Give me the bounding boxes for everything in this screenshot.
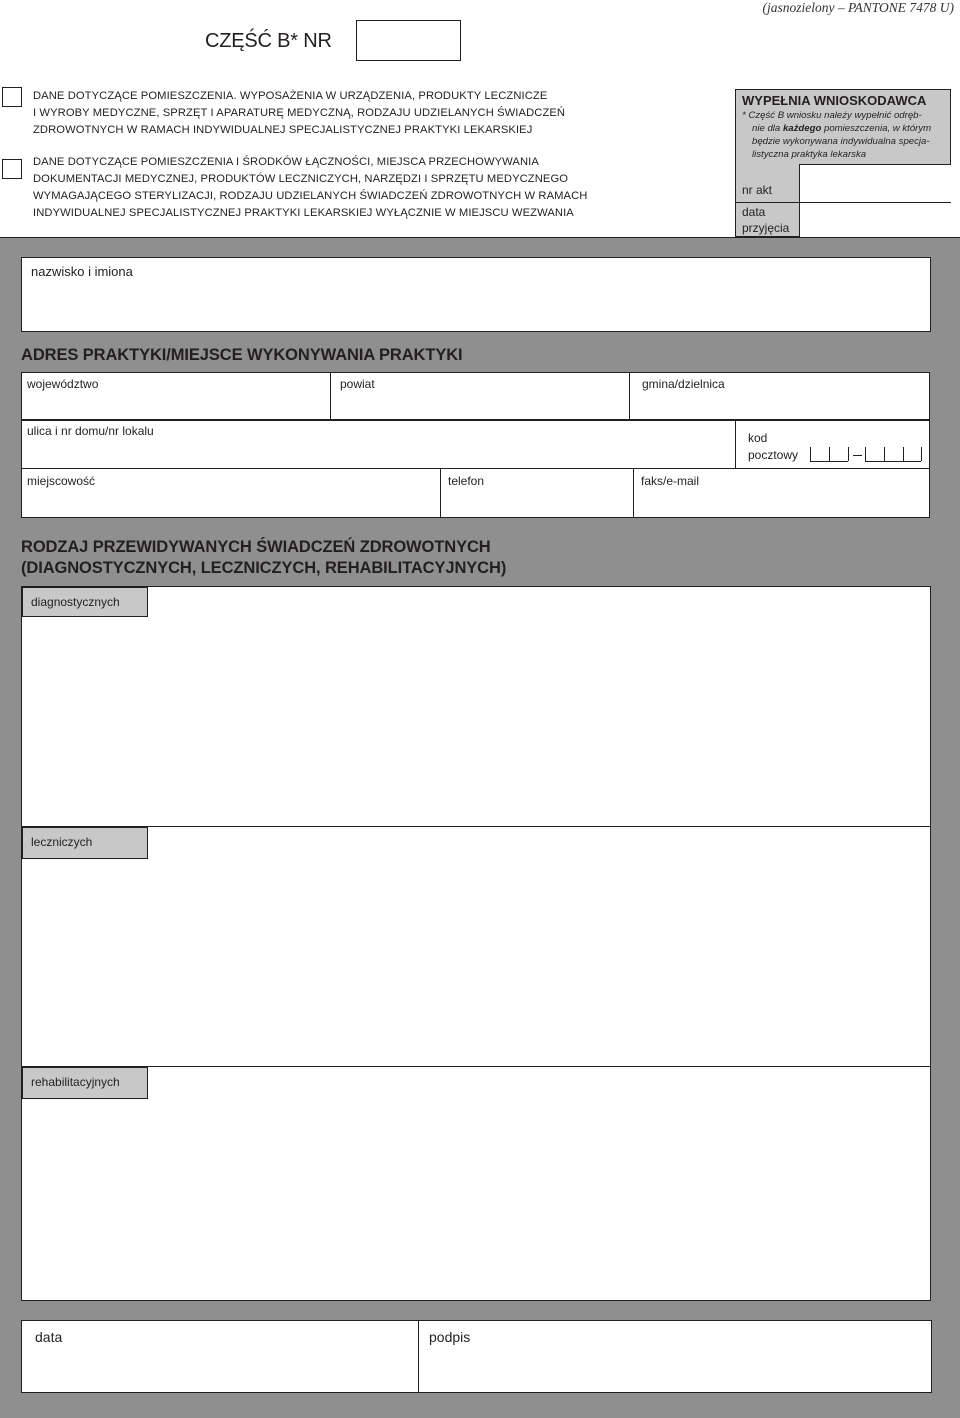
pocztowy-label: pocztowy [748, 448, 799, 462]
applicant-panel-note [742, 109, 931, 161]
page-title: CZĘŚĆ B* NR [205, 30, 332, 52]
applicant-panel-heading: WYPEŁNIA WNIOSKODAWCA [742, 93, 927, 108]
pantone-note: (jasnozielony – PANTONE 7478 U) [762, 0, 954, 15]
powiat-field[interactable] [331, 373, 629, 419]
miejscowosc-field[interactable] [22, 469, 440, 517]
therapeutic-label: leczniczych [22, 827, 148, 859]
faks-field[interactable] [634, 469, 929, 517]
gmina-label: gmina/dzielnica [642, 377, 725, 391]
applicant-panel [735, 89, 951, 237]
postal-baseline [810, 461, 848, 462]
powiat-label: powiat [340, 377, 375, 391]
services-heading [21, 537, 506, 579]
option-2-text [33, 154, 587, 222]
divider [736, 202, 799, 203]
address-row-3 [21, 468, 930, 518]
rehab-field[interactable] [22, 1099, 930, 1300]
services-heading-line: (DIAGNOSTYCZNYCH, LECZNICZYCH, REHABILITACYJNYCH) [21, 559, 507, 577]
option-1-text [33, 88, 565, 139]
date-field[interactable] [22, 1321, 418, 1392]
postal-code-boxes[interactable] [808, 447, 923, 463]
address-heading: ADRES PRAKTYKI/MIEJSCE WYKONYWANIA PRAKTYKI [21, 346, 463, 364]
note-line: listyczna praktyka lekarska [752, 149, 867, 160]
address-row-1 [21, 372, 930, 420]
postal-cell-divider [884, 447, 885, 461]
miejscowosc-label: miejscowość [27, 474, 96, 488]
postal-cell-divider [903, 447, 904, 461]
date-label: data [35, 1329, 63, 1345]
telefon-field[interactable] [441, 469, 633, 517]
name-field[interactable] [21, 257, 931, 332]
divider [22, 1066, 930, 1067]
option-2-checkbox[interactable] [2, 159, 22, 179]
services-heading-line: RODZAJ PRZEWIDYWANYCH ŚWIADCZEŃ ZDROWOTNYCH [21, 538, 491, 556]
signature-label: podpis [429, 1329, 471, 1345]
option-1-line: I WYROBY MEDYCZNE, SPRZĘT I APARATURĘ MEDYCZNĄ, RODZAJU UDZIELANYCH ŚWIADCZEŃ [33, 107, 566, 119]
postal-cell-divider [829, 447, 830, 461]
signature-field[interactable] [419, 1321, 931, 1392]
note-line: * Część B wniosku należy wypełnić odręb- [742, 110, 922, 121]
option-2-line: WYMAGAJĄCEGO STERYLIZACJI, RODZAJU UDZIELANYCH ŚWIADCZEŃ ZDROWOTNYCH W RAMACH [33, 190, 588, 202]
wojewodztwo-field[interactable] [22, 373, 330, 419]
signature-row [21, 1320, 932, 1393]
rehab-label: rehabilitacyjnych [22, 1067, 148, 1099]
postal-code-label [748, 430, 798, 464]
option-1-line: DANE DOTYCZĄCE POMIESZCZENIA. WYPOSAŻENIA W URZĄDZENIA, PRODUKTY LECZNICZE [33, 90, 548, 102]
diagnostic-label: diagnostycznych [22, 587, 148, 617]
part-number-field[interactable] [356, 20, 461, 61]
data-label: data [742, 205, 766, 219]
data-przyjecia-field[interactable] [799, 202, 951, 237]
postal-dash [853, 455, 862, 456]
nr-akt-field[interactable] [799, 164, 951, 202]
option-1-checkbox[interactable] [2, 87, 22, 107]
przyjecia-label: przyjęcia [742, 221, 790, 235]
divider [22, 826, 930, 827]
divider [735, 420, 736, 469]
ulica-label: ulica i nr domu/nr lokalu [27, 424, 154, 438]
option-2-line: DANE DOTYCZĄCE POMIESZCZENIA I ŚRODKÓW ŁĄCZNOŚCI, MIEJSCA PRZECHOWYWANIA [33, 156, 539, 168]
therapeutic-field[interactable] [22, 859, 930, 1066]
wojewodztwo-label: województwo [27, 377, 99, 391]
gmina-field[interactable] [630, 373, 929, 419]
data-przyjecia-label [742, 205, 789, 235]
diagnostic-field[interactable] [22, 618, 930, 826]
option-1-line: ZDROWOTNYCH W RAMACH INDYWIDUALNEJ SPECJALISTYCZNEJ PRAKTYKI LEKARSKIEJ [33, 124, 533, 136]
name-field-label: nazwisko i imiona [31, 264, 133, 279]
kod-label: kod [748, 431, 768, 445]
note-line: nie dla każdego pomieszczenia, w którym [752, 123, 932, 134]
faks-label: faks/e-mail [641, 474, 700, 488]
postal-cell-divider [810, 447, 811, 461]
note-line: będzie wykonywana indywidualna specja- [752, 136, 930, 147]
nr-akt-label: nr akt [742, 183, 773, 197]
services-box [21, 586, 931, 1301]
option-2-line: INDYWIDUALNEJ SPECJALISTYCZNEJ PRAKTYKI LEKARSKIEJ WYŁĄCZNIE W MIEJSCU WEZWANIA [33, 207, 574, 219]
postal-baseline [865, 461, 921, 462]
postal-cell-divider [848, 447, 849, 461]
option-2-line: DOKUMENTACJI MEDYCZNEJ, PRODUKTÓW LECZNICZYCH, NARZĘDZI I SPRZĘTU MEDYCZNEGO [33, 173, 569, 185]
telefon-label: telefon [448, 474, 485, 488]
postal-cell-divider [865, 447, 866, 461]
postal-cell-divider [921, 447, 922, 461]
